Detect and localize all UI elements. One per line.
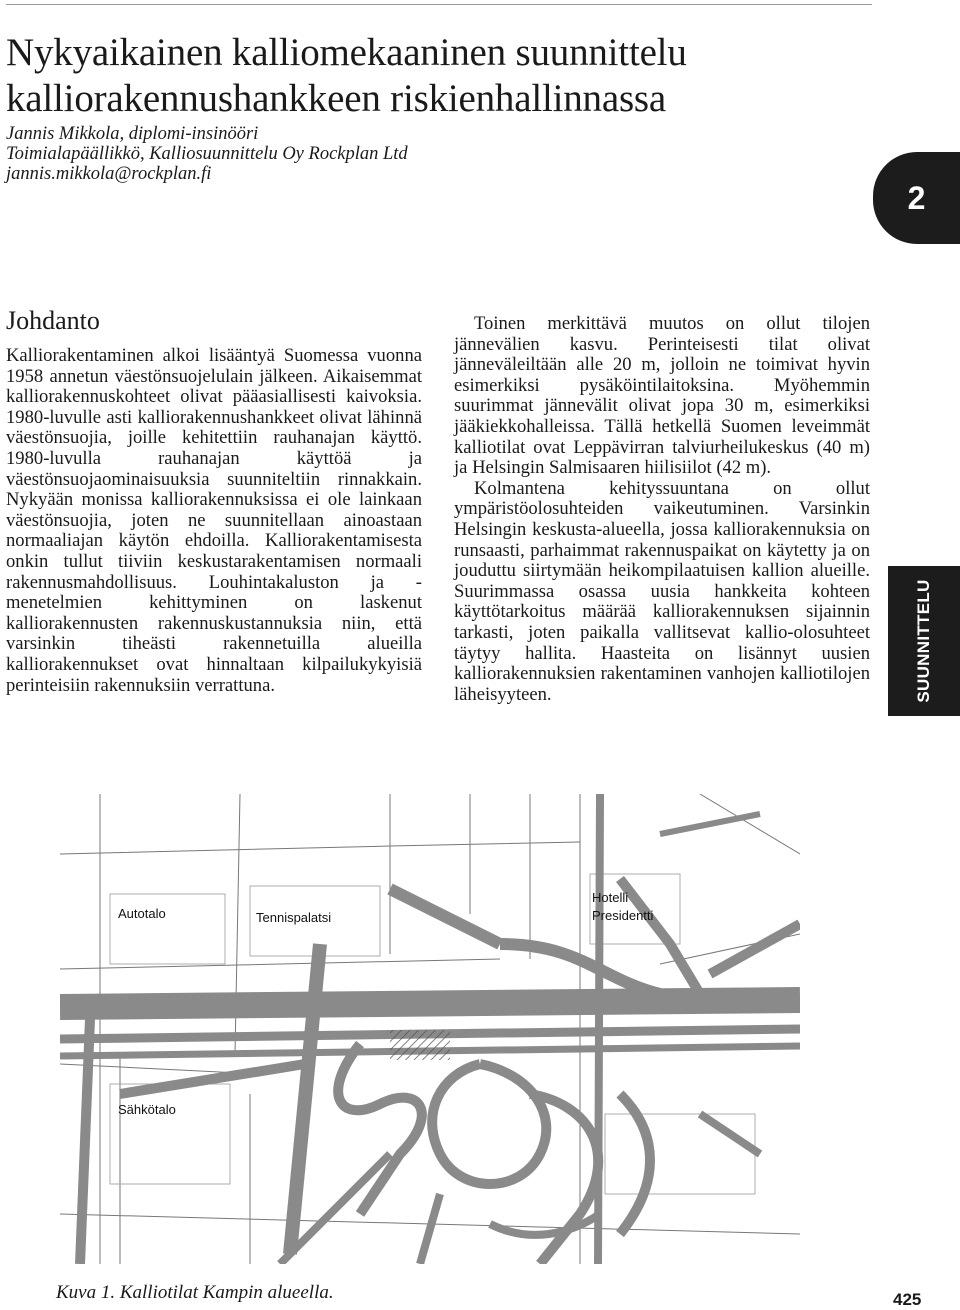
author-email: jannis.mikkola@rockplan.fi xyxy=(6,164,212,184)
top-rule xyxy=(6,4,872,5)
right-column xyxy=(454,314,870,705)
right-paragraph-1: Toinen merkittävä muutos on ollut tilojen jännevälien kasvu. Perinteisesti tilat olivat jänneväleiltään alle 20 m, jolloin ne toimivat hyvin esimerkiksi pysäköintilaitoksina. Myöhemmin suurimmat jännevälit olivat jopa 30 m, esimerkiksi jääkiekkohalleissa. Tällä hetkellä Suomen leveimmät kalliotilat ovat Leppävirran talviurheilukeskus (40 m) ja Helsingin Salmisaaren hiilisiilot (42 m). xyxy=(454,313,870,479)
author-block xyxy=(6,124,408,184)
chapter-number-tab xyxy=(873,152,960,244)
article-title xyxy=(6,30,886,122)
kamppi-rock-spaces-figure xyxy=(60,794,800,1264)
page-number: 425 xyxy=(893,1290,922,1309)
hatched-area xyxy=(390,1030,450,1060)
label-hotelli: Hotelli xyxy=(592,890,629,905)
label-autotalo: Autotalo xyxy=(118,906,166,921)
label-sahkotalo: Sähkötalo xyxy=(118,1102,176,1117)
section-label: SUUNNITTELU xyxy=(914,579,933,703)
chapter-number: 2 xyxy=(907,179,926,216)
section-tab xyxy=(888,566,960,716)
author-position: Toimialapäällikkö, Kalliosuunnittelu Oy Rockplan Ltd xyxy=(6,144,408,164)
label-presidentti: Presidentti xyxy=(592,908,654,923)
author-name: Jannis Mikkola, diplomi-insinööri xyxy=(6,124,259,144)
left-paragraph-1: Kalliorakentaminen alkoi lisääntyä Suomessa vuonna 1958 annetun väestönsuojelulain jälkeen. Aikaisemmat kalliorakennuskohteet olivat pääasiallisesti kaivoksia. 1980-luvulle asti kalliorakennushankkeet olivat lähinnä väestönsuojia, joille kehitettiin rauhanajan käyttö. 1980-luvulla rauhanajan käyttöä ja väestönsuojaominaisuuksia suunniteltiin rinnakkain. Nykyään monissa kalliorakennuksissa ei ole lainkaan väestönsuojia, joten ne suunnitellaan ainoastaan normaaliajan käytön ehdoilla. Kalliorakentamisesta onkin tullut tiiviin keskustarakentamisen normaali rakennusmahdollisuus. Louhintakaluston ja -menetelmien kehittyminen on laskenut kalliorakennusten rakennuskustannuksia niin, että varsinkin tiheästi rakennetuilla alueilla kalliorakennukset ovat hinnaltaan kilpailukykyisiä perinteisiin rakennuksiin verrattuna. xyxy=(6,345,422,696)
label-tennispalatsi: Tennispalatsi xyxy=(256,910,332,925)
section-heading: Johdanto xyxy=(6,306,100,335)
left-column xyxy=(6,346,422,696)
title-line-2: kalliorakennushankkeen riskienhallinnassa xyxy=(6,77,667,120)
title-line-1: Nykyaikainen kalliomekaaninen suunnittelu xyxy=(6,31,687,74)
figure-caption: Kuva 1. Kalliotilat Kampin alueella. xyxy=(56,1282,334,1303)
right-paragraph-2: Kolmantena kehityssuuntana on ollut ympäristöolosuhteiden vaikeutuminen. Varsinkin Helsingin keskusta-alueella, jossa kalliorakennuksia on runsaasti, parhaimmat rakennuspaikat on käytetty ja on jouduttu siirtymään heikompilaatuisen kallion alueille. Suurimmassa osassa uusia hankkeita kohteen käyttötarkoitus määrää kalliorakennuksen sijainnin tarkasti, joten paikalla vallitsevat kallio-olosuhteet täytyy hallita. Haasteita on lisännyt uusien kalliorakennuksien rakentaminen vanhojen kalliotilojen läheisyyteen. xyxy=(454,477,870,705)
